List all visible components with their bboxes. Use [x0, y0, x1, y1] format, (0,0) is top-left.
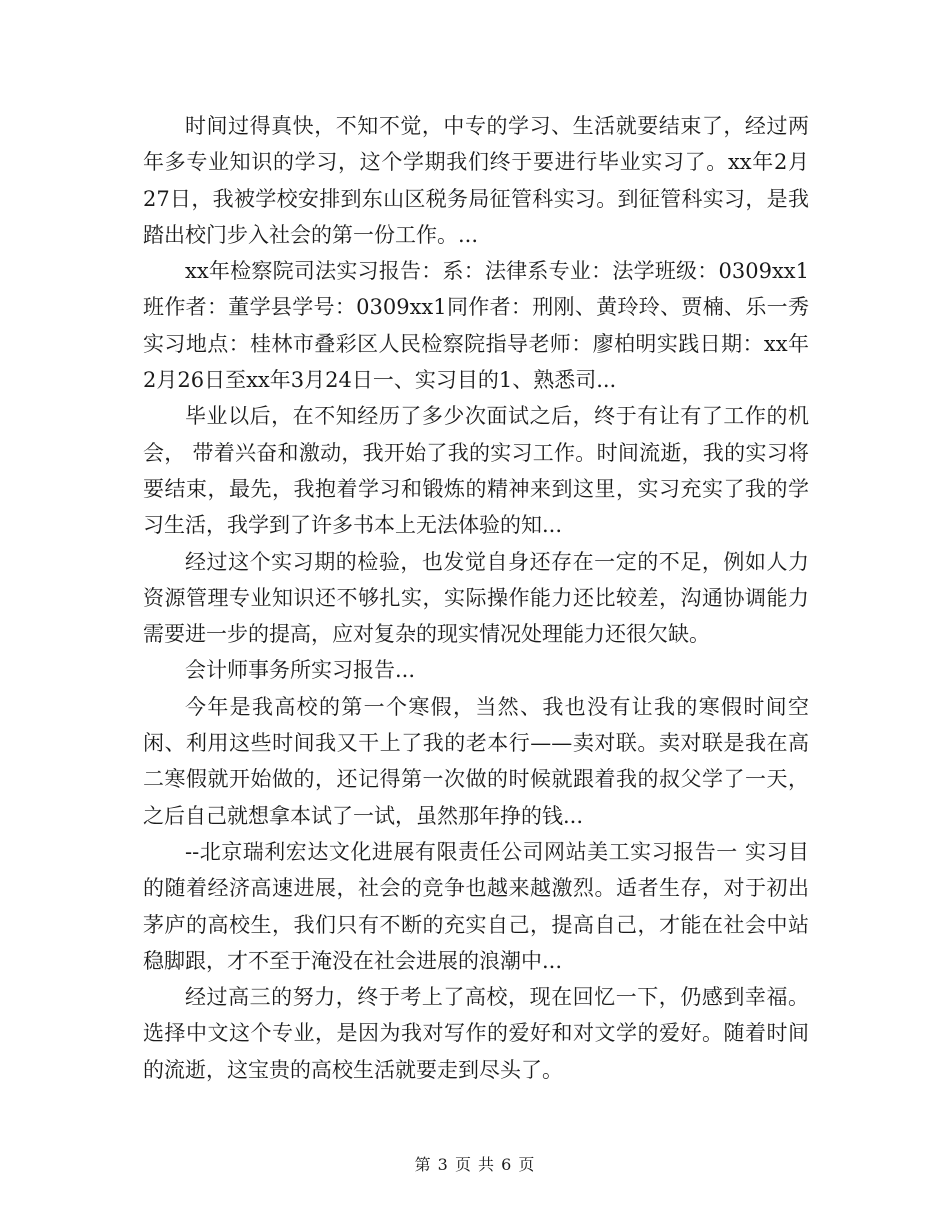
document-body [143, 108, 809, 1088]
paragraph-7: --北京瑞利宏达文化进展有限责任公司网站美工实习报告一 实习目的随着经济高速进展，社会的竞争也越来越激烈。适者生存，对于初出茅庐的高校生，我们只有不断的充实自己，提高自己，才能在社会中站稳脚跟，才不至于淹没在社会进展的浪潮中... [143, 839, 809, 973]
paragraph-4: 经过这个实习期的检验，也发觉自身还存在一定的不足，例如人力资源管理专业知识还不够扎实，实际操作能力还比较差，沟通协调能力需要进一步的提高，应对复杂的现实情况处理能力还很欠缺。 [143, 549, 809, 647]
paragraph-1: 时间过得真快，不知不觉，中专的学习、生活就要结束了，经过两年多专业知识的学习，这个学期我们终于要进行毕业实习了。xx年2月27日，我被学校安排到东山区税务局征管科实习。到征管科实习，是我踏出校门步入社会的第一份工作。... [143, 114, 809, 247]
paragraph-6: 今年是我高校的第一个寒假，当然、我也没有让我的寒假时间空闲、利用这些时间我又干上了我的老本行——卖对联。卖对联是我在高二寒假就开始做的，还记得第一次做的时候就跟着我的叔父学了一天，之后自己就想拿本试了一试，虽然那年挣的钱... [143, 694, 809, 828]
paragraph-3: 毕业以后，在不知经历了多少次面试之后，终于有让有了工作的机会， 带着兴奋和激动，我开始了我的实习工作。时间流逝，我的实习将要结束，最先，我抱着学习和锻炼的精神来到这里，实习充实了我的学习生活，我学到了许多书本上无法体验的知... [143, 404, 809, 538]
page-number-footer: 第 3 页 共 6 页 [414, 1155, 536, 1174]
paragraph-5: 会计师事务所实习报告... [185, 658, 416, 683]
paragraph-8: 经过高三的努力，终于考上了高校，现在回忆一下，仍感到幸福。选择中文这个专业，是因为我对写作的爱好和对文学的爱好。随着时间的流逝，这宝贵的高校生活就要走到尽头了。 [143, 985, 809, 1082]
paragraph-2: xx年检察院司法实习报告：系：法律系专业：法学班级：0309xx1班作者：董学县学号：0309xx1同作者：刑刚、黄玲玲、贾楠、乐一秀实习地点：桂林市叠彩区人民检察院指导老师：廖柏明实践日期：xx年2月26日至xx年3月24日一、实习目的1、熟悉司... [143, 259, 809, 393]
